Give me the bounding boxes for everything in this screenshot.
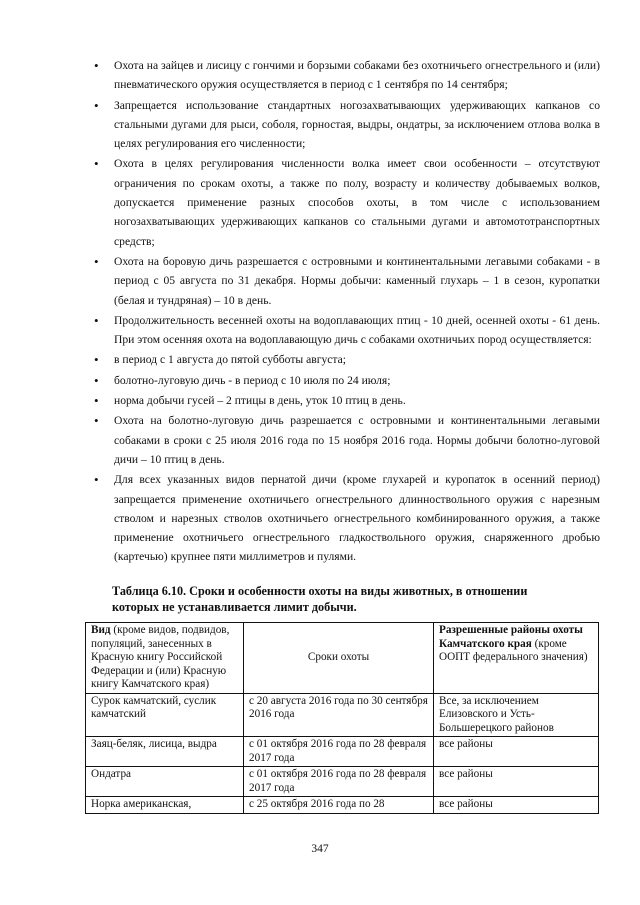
cell-species: Заяц-беляк, лисица, выдра — [86, 737, 244, 767]
list-item: • Охота в целях регулирования численности волка имеет свои особенности – отсутствуют ограничения по срокам охоты, а также по полу, возрасту и количеству добываемых волков, допускается применение разных способов охоты, в том числе с использованием ногозахватывающих удерживающих капканов со стальными дугами и автомототранспортных средств; — [92, 154, 600, 250]
list-item: • Запрещается использование стандартных ногозахватывающих удерживающих капканов со стальными дугами для рыси, соболя, горностая, выдры, ондатры, за исключением отлова волка в целях регулирования его численности; — [92, 96, 600, 154]
header-species-rest: (кроме видов, подвидов, популяций, занесенных в Красную книгу Российской Федерации и (или) Красную книгу Камчатского края) — [91, 624, 230, 690]
table-caption — [112, 583, 582, 615]
cell-period: с 25 октября 2016 года по 28 — [244, 797, 434, 814]
table-caption-line1: Таблица 6.10. Сроки и особенности охоты на виды животных, в отношении — [112, 584, 528, 598]
header-species — [86, 623, 244, 694]
cell-period: с 01 октября 2016 года по 28 февраля 2017 года — [244, 737, 434, 767]
hunting-periods-table — [85, 622, 599, 814]
header-areas — [434, 623, 599, 694]
page-number: 347 — [311, 843, 329, 855]
header-areas-bold: Разрешенные районы охоты Камчатского края — [439, 624, 583, 650]
list-item: • Продолжительность весенней охоты на водоплавающих птиц - 10 дней, осенней охоты - 61 день. При этом осенняя охота на водоплавающую дичь с собаками охотничьих пород осуществляется: — [92, 311, 600, 350]
cell-areas: все районы — [434, 797, 599, 814]
list-item: • Для всех указанных видов пернатой дичи (кроме глухарей и куропаток в осенний период) запрещается применение охотничьего огнестрельного длинноствольного оружия с нарезным стволом и нарезных стволов охотничьего огнестрельного комбинированного оружия, а также применение охотничьего огнестрельного гладкоствольного оружия, снаряженного дробью (картечью) крупнее пяти миллиметров и пулями. — [92, 470, 600, 566]
cell-species: Норка американская, — [86, 797, 244, 814]
list-item: • норма добычи гусей – 2 птицы в день, уток 10 птиц в день. — [92, 391, 600, 410]
table-row — [86, 797, 599, 814]
list-item: • в период с 1 августа до пятой субботы августа; — [92, 350, 600, 369]
header-species-bold: Вид — [91, 624, 111, 636]
cell-period: с 01 октября 2016 года по 28 февраля 2017 года — [244, 767, 434, 797]
list-item: • Охота на зайцев и лисицу с гончими и борзыми собаками без охотничьего огнестрельного и (или) пневматического оружия осуществляется в период с 1 сентября по 14 сентября; — [92, 56, 600, 95]
list-item: • Охота на боровую дичь разрешается с островными и континентальными легавыми собаками - в период с 05 августа по 31 декабря. Нормы добычи: каменный глухарь – 1 в сезон, куропатки (белая и тундряная) – 10 в день. — [92, 252, 600, 310]
table-caption-line2: которых не устанавливается лимит добычи. — [112, 600, 357, 614]
cell-species: Ондатра — [86, 767, 244, 797]
header-areas-rest: (кроме ООПТ федерального значения) — [439, 637, 588, 663]
table-row — [86, 767, 599, 797]
table-header-row — [86, 623, 599, 694]
table-row — [86, 693, 599, 737]
hunting-rules-list — [92, 56, 600, 568]
list-item: • болотно-луговую дичь - в период с 10 июля по 24 июля; — [92, 371, 600, 390]
cell-areas: все районы — [434, 767, 599, 797]
cell-areas: все районы — [434, 737, 599, 767]
cell-period: с 20 августа 2016 года по 30 сентября 2016 года — [244, 693, 434, 737]
header-period: Сроки охоты — [244, 623, 434, 694]
cell-species: Сурок камчатский, суслик камчатский — [86, 693, 244, 737]
table-row — [86, 737, 599, 767]
list-item: • Охота на болотно-луговую дичь разрешается с островными и континентальными легавыми собаками в сроки с 25 июля 2016 года по 15 ноября 2016 года. Нормы добычи болотно-луговой дичи – 10 птиц в день. — [92, 411, 600, 469]
cell-areas: Все, за исключением Елизовского и Усть-Большерецкого районов — [434, 693, 599, 737]
